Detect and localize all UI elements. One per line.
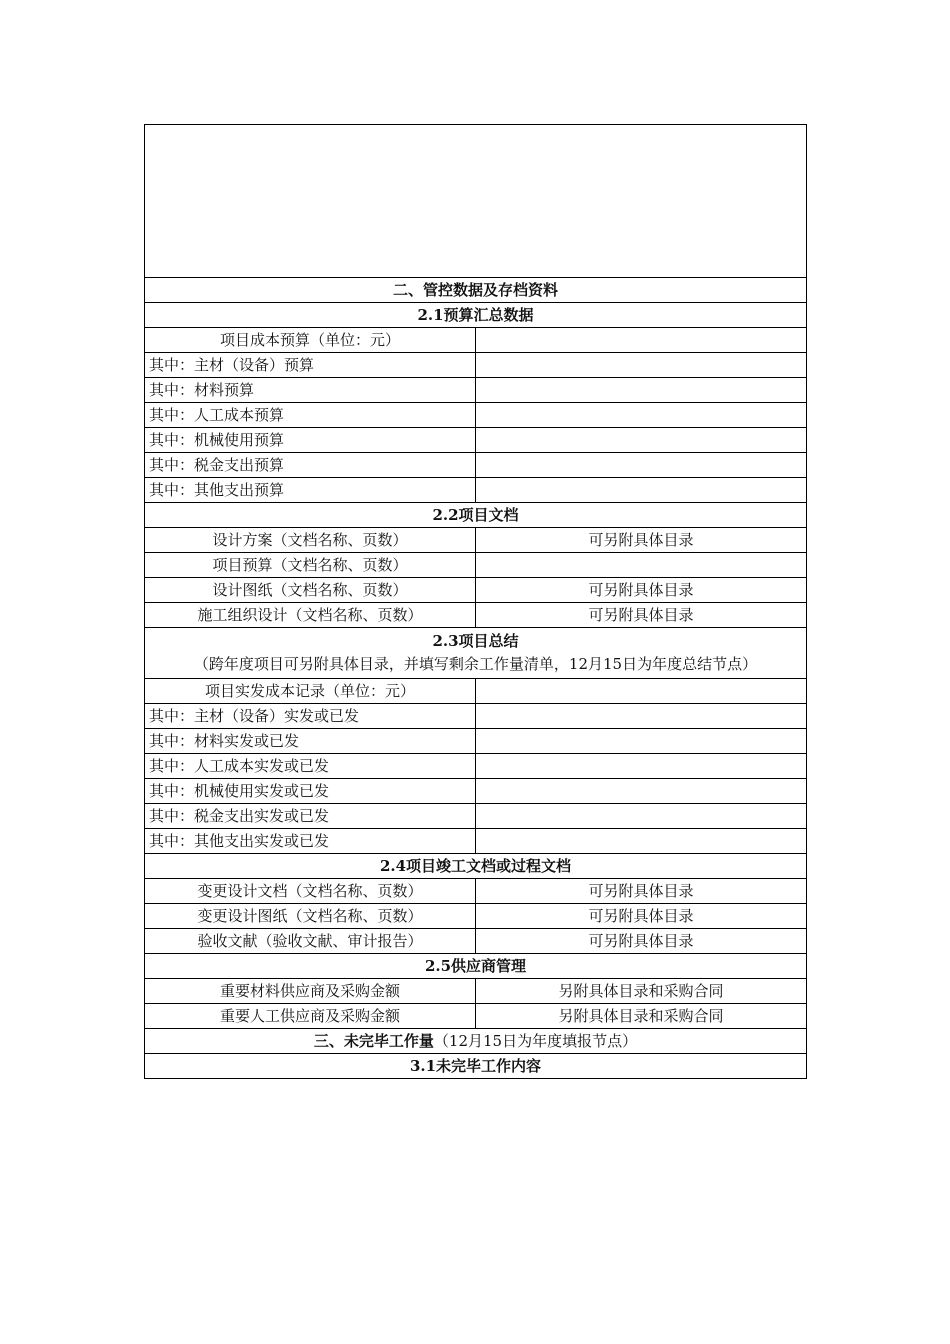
row-label: 其中：机械使用预算 bbox=[145, 428, 476, 453]
section-title: 三、未完毕工作量 bbox=[313, 1032, 434, 1050]
row-value[interactable]: 可另附具体目录 bbox=[476, 603, 807, 628]
table-row bbox=[145, 904, 807, 929]
table-row bbox=[145, 478, 807, 503]
row-value[interactable] bbox=[476, 754, 807, 779]
table-row bbox=[145, 403, 807, 428]
subsection-title: 2.3项目总结 bbox=[432, 632, 519, 650]
section-header-row bbox=[145, 278, 807, 303]
section-title-note: （12月15日为年度填报节点） bbox=[433, 1032, 638, 1050]
row-value[interactable] bbox=[476, 428, 807, 453]
table-row bbox=[145, 578, 807, 603]
row-label: 其中：税金支出预算 bbox=[145, 453, 476, 478]
row-label: 其中：材料实发或已发 bbox=[145, 729, 476, 754]
row-value[interactable] bbox=[476, 353, 807, 378]
row-value[interactable] bbox=[476, 553, 807, 578]
row-label: 其中：主材（设备）实发或已发 bbox=[145, 704, 476, 729]
section-title: 二、管控数据及存档资料 bbox=[145, 278, 807, 303]
table-row bbox=[145, 428, 807, 453]
table-row bbox=[145, 779, 807, 804]
subsection-title: 2.1预算汇总数据 bbox=[145, 303, 807, 328]
subsection-title: 3.1未完毕工作内容 bbox=[145, 1054, 807, 1079]
table-row bbox=[145, 704, 807, 729]
row-value[interactable]: 可另附具体目录 bbox=[476, 578, 807, 603]
row-label: 变更设计图纸（文档名称、页数） bbox=[145, 904, 476, 929]
subsection-note: （跨年度项目可另附具体目录，并填写剩余工作量清单，12月15日为年度总结节点） bbox=[193, 655, 758, 673]
table-row bbox=[145, 929, 807, 954]
row-label: 设计图纸（文档名称、页数） bbox=[145, 578, 476, 603]
subsection-header-row bbox=[145, 1054, 807, 1079]
blank-area-cell bbox=[145, 125, 807, 278]
table-row bbox=[145, 378, 807, 403]
row-value[interactable] bbox=[476, 403, 807, 428]
subsection-title: 2.5供应商管理 bbox=[145, 954, 807, 979]
subsection-header-row bbox=[145, 628, 807, 679]
row-value[interactable]: 可另附具体目录 bbox=[476, 929, 807, 954]
subsection-header-row bbox=[145, 503, 807, 528]
section-header-cell bbox=[145, 1029, 807, 1054]
row-value[interactable] bbox=[476, 679, 807, 704]
row-value[interactable] bbox=[476, 804, 807, 829]
row-label: 其中：人工成本预算 bbox=[145, 403, 476, 428]
row-value[interactable]: 可另附具体目录 bbox=[476, 879, 807, 904]
blank-area-row bbox=[145, 125, 807, 278]
row-value[interactable] bbox=[476, 478, 807, 503]
table-row bbox=[145, 804, 807, 829]
row-value[interactable] bbox=[476, 378, 807, 403]
table-row bbox=[145, 328, 807, 353]
row-value[interactable] bbox=[476, 779, 807, 804]
row-value[interactable] bbox=[476, 453, 807, 478]
row-label: 其中：人工成本实发或已发 bbox=[145, 754, 476, 779]
row-label: 其中：其他支出预算 bbox=[145, 478, 476, 503]
subsection-title: 2.4项目竣工文档或过程文档 bbox=[145, 854, 807, 879]
row-label: 项目预算（文档名称、页数） bbox=[145, 553, 476, 578]
subsection-header-row bbox=[145, 854, 807, 879]
section-header-row bbox=[145, 1029, 807, 1054]
table-row bbox=[145, 353, 807, 378]
row-label: 其中：其他支出实发或已发 bbox=[145, 829, 476, 854]
subsection-title: 2.2项目文档 bbox=[145, 503, 807, 528]
subsection-header-row bbox=[145, 954, 807, 979]
row-value[interactable]: 可另附具体目录 bbox=[476, 528, 807, 553]
subsection-header-row bbox=[145, 303, 807, 328]
row-label: 其中：材料预算 bbox=[145, 378, 476, 403]
table-row bbox=[145, 679, 807, 704]
row-label: 重要人工供应商及采购金额 bbox=[145, 1004, 476, 1029]
row-label: 其中：主材（设备）预算 bbox=[145, 353, 476, 378]
row-label: 项目成本预算（单位：元） bbox=[145, 328, 476, 353]
table-row bbox=[145, 1004, 807, 1029]
subsection-header-cell bbox=[145, 628, 807, 679]
table-row bbox=[145, 879, 807, 904]
table-row bbox=[145, 754, 807, 779]
row-label: 变更设计文档（文档名称、页数） bbox=[145, 879, 476, 904]
row-value[interactable] bbox=[476, 704, 807, 729]
row-label: 其中：机械使用实发或已发 bbox=[145, 779, 476, 804]
row-value[interactable]: 另附具体目录和采购合同 bbox=[476, 1004, 807, 1029]
table-row bbox=[145, 453, 807, 478]
row-value[interactable]: 另附具体目录和采购合同 bbox=[476, 979, 807, 1004]
row-value[interactable] bbox=[476, 328, 807, 353]
table-row bbox=[145, 729, 807, 754]
row-label: 验收文献（验收文献、审计报告） bbox=[145, 929, 476, 954]
row-label: 施工组织设计（文档名称、页数） bbox=[145, 603, 476, 628]
row-label: 重要材料供应商及采购金额 bbox=[145, 979, 476, 1004]
row-label: 项目实发成本记录（单位：元） bbox=[145, 679, 476, 704]
row-value[interactable] bbox=[476, 829, 807, 854]
table-row bbox=[145, 603, 807, 628]
table-row bbox=[145, 829, 807, 854]
row-value[interactable]: 可另附具体目录 bbox=[476, 904, 807, 929]
row-label: 其中：税金支出实发或已发 bbox=[145, 804, 476, 829]
table-row bbox=[145, 528, 807, 553]
row-value[interactable] bbox=[476, 729, 807, 754]
row-label: 设计方案（文档名称、页数） bbox=[145, 528, 476, 553]
document-table bbox=[144, 124, 807, 1079]
table-row bbox=[145, 553, 807, 578]
table-row bbox=[145, 979, 807, 1004]
